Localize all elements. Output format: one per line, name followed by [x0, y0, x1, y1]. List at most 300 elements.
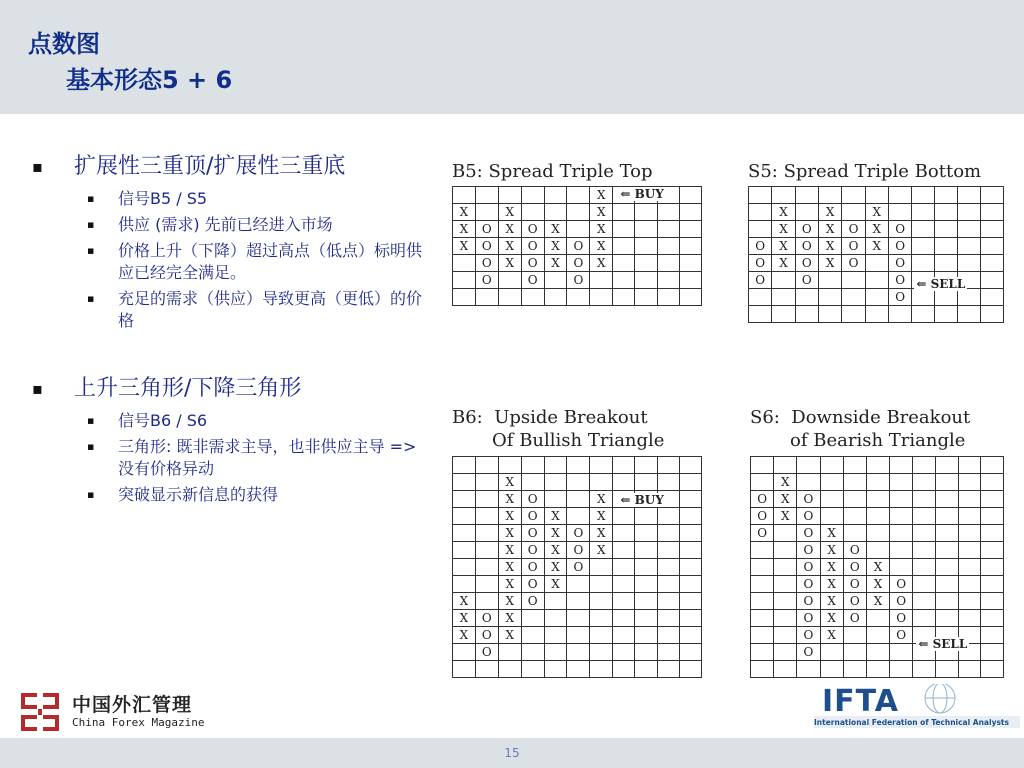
grid-cell	[890, 491, 913, 508]
grid-cell	[890, 661, 913, 678]
page-subtitle: 基本形态5 + 6	[66, 66, 233, 94]
grid-cell	[613, 559, 635, 576]
grid-cell	[866, 508, 889, 525]
grid-cell	[590, 272, 613, 289]
grid-row	[453, 610, 702, 627]
x-mark: X	[820, 559, 843, 576]
section-heading: ▪ 扩展性三重顶/扩展性三重底	[32, 152, 427, 182]
grid-cell	[679, 474, 701, 491]
grid-cell	[749, 187, 772, 204]
x-mark: X	[590, 525, 613, 542]
pnf-grid	[452, 186, 702, 306]
grid-cell	[635, 221, 657, 238]
x-mark: X	[498, 627, 521, 644]
grid-cell	[521, 187, 544, 204]
grid-cell	[613, 661, 635, 678]
x-mark: X	[590, 508, 613, 525]
grid-cell	[958, 661, 981, 678]
grid-cell	[912, 255, 935, 272]
grid-cell	[679, 221, 701, 238]
o-mark: O	[890, 593, 913, 610]
grid-cell	[865, 187, 888, 204]
grid-cell	[567, 457, 590, 474]
x-mark: X	[820, 576, 843, 593]
grid-cell	[958, 491, 981, 508]
grid-cell	[958, 576, 981, 593]
o-mark: O	[521, 491, 544, 508]
x-mark: X	[498, 508, 521, 525]
grid-cell	[590, 627, 613, 644]
grid-cell	[774, 627, 797, 644]
o-mark: O	[842, 221, 865, 238]
grid-cell	[958, 221, 981, 238]
grid-cell	[498, 661, 521, 678]
grid-cell	[567, 576, 590, 593]
o-mark: O	[797, 491, 820, 508]
grid-cell	[679, 627, 701, 644]
grid-cell	[635, 255, 657, 272]
grid-cell	[958, 559, 981, 576]
grid-cell	[679, 644, 701, 661]
grid-cell	[866, 627, 889, 644]
o-mark: O	[890, 576, 913, 593]
grid-cell	[865, 306, 888, 323]
list-item: ▪ 供应 (需求) 先前已经进入市场	[32, 214, 427, 236]
pnf-chart-b6	[452, 406, 702, 684]
x-mark: X	[820, 610, 843, 627]
x-mark: X	[498, 559, 521, 576]
grid-cell	[613, 644, 635, 661]
grid-cell	[820, 491, 843, 508]
list-item: ▪ 信号B5 / S5	[32, 188, 427, 210]
grid-cell	[981, 204, 1004, 221]
grid-cell	[820, 644, 843, 661]
o-mark: O	[521, 508, 544, 525]
grid-cell	[475, 508, 498, 525]
grid-cell	[521, 627, 544, 644]
grid-cell	[981, 457, 1004, 474]
x-mark: X	[544, 508, 567, 525]
x-mark: X	[498, 593, 521, 610]
grid-cell	[981, 221, 1004, 238]
x-mark: X	[866, 559, 889, 576]
grid-cell	[842, 306, 865, 323]
grid-cell	[958, 204, 981, 221]
x-mark: X	[453, 593, 476, 610]
grid-cell	[679, 255, 701, 272]
grid-row	[751, 542, 1004, 559]
grid-cell	[521, 644, 544, 661]
grid-cell	[635, 457, 657, 474]
x-mark: X	[866, 576, 889, 593]
grid-cell	[613, 593, 635, 610]
grid-cell	[958, 238, 981, 255]
grid-row	[453, 644, 702, 661]
grid-cell	[797, 474, 820, 491]
x-mark: X	[819, 255, 842, 272]
x-mark: X	[820, 525, 843, 542]
grid-cell	[935, 238, 958, 255]
grid-cell	[590, 610, 613, 627]
x-mark: X	[865, 221, 888, 238]
grid-cell	[843, 508, 866, 525]
grid-cell	[958, 474, 981, 491]
o-mark: O	[795, 255, 818, 272]
grid-cell	[820, 661, 843, 678]
grid-cell	[567, 593, 590, 610]
o-mark: O	[749, 238, 772, 255]
grid-cell	[842, 204, 865, 221]
grid-cell	[475, 289, 498, 306]
pnf-grid	[452, 456, 702, 678]
grid-cell	[679, 542, 701, 559]
grid-cell	[475, 525, 498, 542]
x-mark: X	[590, 255, 613, 272]
grid-cell	[774, 542, 797, 559]
grid-cell	[866, 474, 889, 491]
grid-row	[751, 610, 1004, 627]
grid-cell	[866, 610, 889, 627]
o-mark: O	[843, 542, 866, 559]
grid-cell	[866, 644, 889, 661]
x-mark: X	[498, 238, 521, 255]
x-mark: X	[590, 238, 613, 255]
x-mark: X	[544, 221, 567, 238]
grid-row	[453, 525, 702, 542]
grid-cell	[544, 593, 567, 610]
grid-cell	[453, 457, 476, 474]
x-mark: X	[498, 255, 521, 272]
o-mark: O	[797, 508, 820, 525]
grid-cell	[453, 576, 476, 593]
grid-cell	[453, 661, 476, 678]
grid-cell	[819, 272, 842, 289]
o-mark: O	[521, 559, 544, 576]
grid-cell	[958, 508, 981, 525]
grid-cell	[890, 457, 913, 474]
grid-cell	[981, 255, 1004, 272]
grid-cell	[751, 627, 774, 644]
chart-title: B5: Spread Triple Top	[452, 161, 653, 182]
grid-cell	[820, 508, 843, 525]
grid-cell	[613, 576, 635, 593]
grid-cell	[679, 289, 701, 306]
grid-cell	[635, 593, 657, 610]
grid-cell	[958, 255, 981, 272]
x-mark: X	[772, 221, 795, 238]
grid-cell	[772, 306, 795, 323]
grid-cell	[958, 610, 981, 627]
grid-cell	[751, 576, 774, 593]
grid-cell	[657, 644, 679, 661]
o-mark: O	[521, 576, 544, 593]
grid-row	[453, 221, 702, 238]
grid-cell	[865, 255, 888, 272]
grid-cell	[890, 542, 913, 559]
o-mark: O	[521, 238, 544, 255]
o-mark: O	[567, 272, 590, 289]
o-mark: O	[890, 610, 913, 627]
grid-cell	[913, 576, 936, 593]
grid-row	[751, 593, 1004, 610]
grid-cell	[679, 661, 701, 678]
grid-cell	[498, 644, 521, 661]
x-mark: X	[544, 238, 567, 255]
grid-cell	[958, 593, 981, 610]
grid-cell	[453, 491, 476, 508]
grid-cell	[590, 593, 613, 610]
grid-cell	[820, 457, 843, 474]
grid-cell	[590, 289, 613, 306]
grid-cell	[567, 610, 590, 627]
o-mark: O	[843, 576, 866, 593]
grid-cell	[453, 559, 476, 576]
grid-cell	[657, 508, 679, 525]
china-forex-logo	[18, 690, 214, 734]
grid-cell	[567, 221, 590, 238]
grid-row	[751, 491, 1004, 508]
grid-cell	[521, 610, 544, 627]
grid-cell	[958, 289, 981, 306]
grid-cell	[774, 559, 797, 576]
o-mark: O	[797, 559, 820, 576]
grid-cell	[544, 491, 567, 508]
grid-cell	[866, 525, 889, 542]
grid-row	[749, 238, 1004, 255]
bullet-list	[32, 152, 427, 510]
grid-cell	[795, 289, 818, 306]
grid-cell	[819, 289, 842, 306]
x-mark: X	[819, 238, 842, 255]
grid-cell	[751, 559, 774, 576]
grid-row	[749, 187, 1004, 204]
grid-cell	[913, 457, 936, 474]
x-mark: X	[498, 221, 521, 238]
grid-cell	[751, 593, 774, 610]
grid-cell	[843, 491, 866, 508]
x-mark: X	[544, 542, 567, 559]
grid-cell	[774, 576, 797, 593]
grid-cell	[981, 610, 1004, 627]
grid-cell	[521, 289, 544, 306]
o-mark: O	[567, 255, 590, 272]
x-mark: X	[819, 204, 842, 221]
signal-annotation: ⇐ BUY	[620, 187, 664, 201]
grid-cell	[981, 559, 1004, 576]
grid-cell	[772, 187, 795, 204]
grid-cell	[453, 187, 476, 204]
grid-cell	[749, 289, 772, 306]
grid-cell	[613, 610, 635, 627]
grid-cell	[935, 542, 958, 559]
grid-cell	[475, 204, 498, 221]
o-mark: O	[797, 610, 820, 627]
grid-cell	[453, 272, 476, 289]
o-mark: O	[842, 238, 865, 255]
grid-cell	[567, 289, 590, 306]
grid-cell	[981, 644, 1004, 661]
o-mark: O	[751, 491, 774, 508]
grid-cell	[751, 610, 774, 627]
grid-cell	[935, 525, 958, 542]
grid-cell	[913, 542, 936, 559]
x-mark: X	[544, 255, 567, 272]
chart-title: B6: Upside Breakout Of Bullish Triangle	[452, 407, 665, 451]
grid-cell	[544, 272, 567, 289]
grid-cell	[981, 576, 1004, 593]
grid-cell	[888, 204, 911, 221]
grid-cell	[544, 661, 567, 678]
grid-cell	[935, 559, 958, 576]
grid-cell	[935, 593, 958, 610]
grid-row	[751, 576, 1004, 593]
grid-cell	[679, 272, 701, 289]
o-mark: O	[521, 525, 544, 542]
grid-cell	[981, 289, 1004, 306]
grid-cell	[613, 204, 635, 221]
grid-cell	[866, 457, 889, 474]
grid-row	[453, 272, 702, 289]
x-mark: X	[498, 474, 521, 491]
grid-cell	[498, 289, 521, 306]
grid-cell	[913, 593, 936, 610]
grid-cell	[865, 272, 888, 289]
grid-row	[749, 289, 1004, 306]
grid-cell	[613, 238, 635, 255]
grid-cell	[774, 457, 797, 474]
section-gap	[32, 336, 427, 374]
grid-cell	[544, 627, 567, 644]
grid-row	[453, 661, 702, 678]
grid-cell	[635, 661, 657, 678]
o-mark: O	[567, 542, 590, 559]
grid-cell	[679, 559, 701, 576]
grid-cell	[521, 661, 544, 678]
grid-cell	[842, 187, 865, 204]
grid-cell	[935, 661, 958, 678]
o-mark: O	[888, 221, 911, 238]
x-mark: X	[774, 508, 797, 525]
grid-cell	[498, 187, 521, 204]
grid-cell	[475, 576, 498, 593]
grid-cell	[635, 525, 657, 542]
logo-text-cn: 中国外汇管理	[72, 694, 193, 716]
grid-row	[453, 542, 702, 559]
grid-row	[453, 474, 702, 491]
o-mark: O	[888, 272, 911, 289]
o-mark: O	[842, 255, 865, 272]
x-mark: X	[453, 221, 476, 238]
x-mark: X	[866, 593, 889, 610]
grid-row	[453, 289, 702, 306]
grid-cell	[679, 610, 701, 627]
grid-cell	[795, 204, 818, 221]
o-mark: O	[521, 255, 544, 272]
grid-cell	[635, 289, 657, 306]
x-mark: X	[590, 542, 613, 559]
o-mark: O	[475, 255, 498, 272]
o-mark: O	[751, 525, 774, 542]
grid-cell	[958, 457, 981, 474]
grid-cell	[567, 661, 590, 678]
grid-cell	[635, 627, 657, 644]
grid-row	[749, 204, 1004, 221]
grid-cell	[453, 525, 476, 542]
x-mark: X	[498, 576, 521, 593]
grid-cell	[475, 593, 498, 610]
o-mark: O	[797, 576, 820, 593]
grid-cell	[912, 306, 935, 323]
grid-cell	[958, 542, 981, 559]
grid-cell	[842, 289, 865, 306]
o-mark: O	[888, 255, 911, 272]
grid-cell	[679, 187, 701, 204]
grid-cell	[544, 474, 567, 491]
grid-cell	[981, 542, 1004, 559]
grid-cell	[475, 542, 498, 559]
grid-cell	[590, 644, 613, 661]
grid-cell	[843, 644, 866, 661]
logo-text-ifta: IFTA	[822, 684, 900, 719]
grid-cell	[981, 272, 1004, 289]
grid-cell	[935, 255, 958, 272]
grid-cell	[453, 542, 476, 559]
o-mark: O	[749, 255, 772, 272]
o-mark: O	[795, 221, 818, 238]
x-mark: X	[453, 238, 476, 255]
grid-cell	[913, 559, 936, 576]
grid-row	[453, 559, 702, 576]
grid-cell	[657, 221, 679, 238]
grid-cell	[913, 610, 936, 627]
grid-row	[453, 576, 702, 593]
o-mark: O	[843, 610, 866, 627]
o-mark: O	[843, 593, 866, 610]
grid-cell	[475, 491, 498, 508]
grid-row	[749, 255, 1004, 272]
grid-cell	[521, 474, 544, 491]
grid-cell	[935, 491, 958, 508]
grid-cell	[657, 204, 679, 221]
x-mark: X	[590, 187, 613, 204]
grid-row	[453, 508, 702, 525]
list-item: ▪ 信号B6 / S6	[32, 410, 427, 432]
chart-title: S6: Downside Breakout of Bearish Triangle	[750, 407, 971, 451]
grid-cell	[613, 272, 635, 289]
grid-cell	[866, 491, 889, 508]
grid-cell	[797, 457, 820, 474]
grid-cell	[679, 457, 701, 474]
x-mark: X	[772, 204, 795, 221]
x-mark: X	[453, 204, 476, 221]
grid-cell	[657, 593, 679, 610]
o-mark: O	[888, 238, 911, 255]
o-mark: O	[521, 542, 544, 559]
x-mark: X	[453, 627, 476, 644]
x-mark: X	[498, 204, 521, 221]
chart-title: S5: Spread Triple Bottom	[748, 161, 982, 182]
grid-cell	[679, 238, 701, 255]
grid-cell	[635, 644, 657, 661]
grid-cell	[475, 457, 498, 474]
o-mark: O	[475, 644, 498, 661]
grid-cell	[866, 661, 889, 678]
grid-cell	[912, 289, 935, 306]
signal-annotation: ⇐ SELL	[918, 637, 968, 651]
grid-cell	[843, 627, 866, 644]
grid-cell	[567, 474, 590, 491]
grid-cell	[679, 576, 701, 593]
